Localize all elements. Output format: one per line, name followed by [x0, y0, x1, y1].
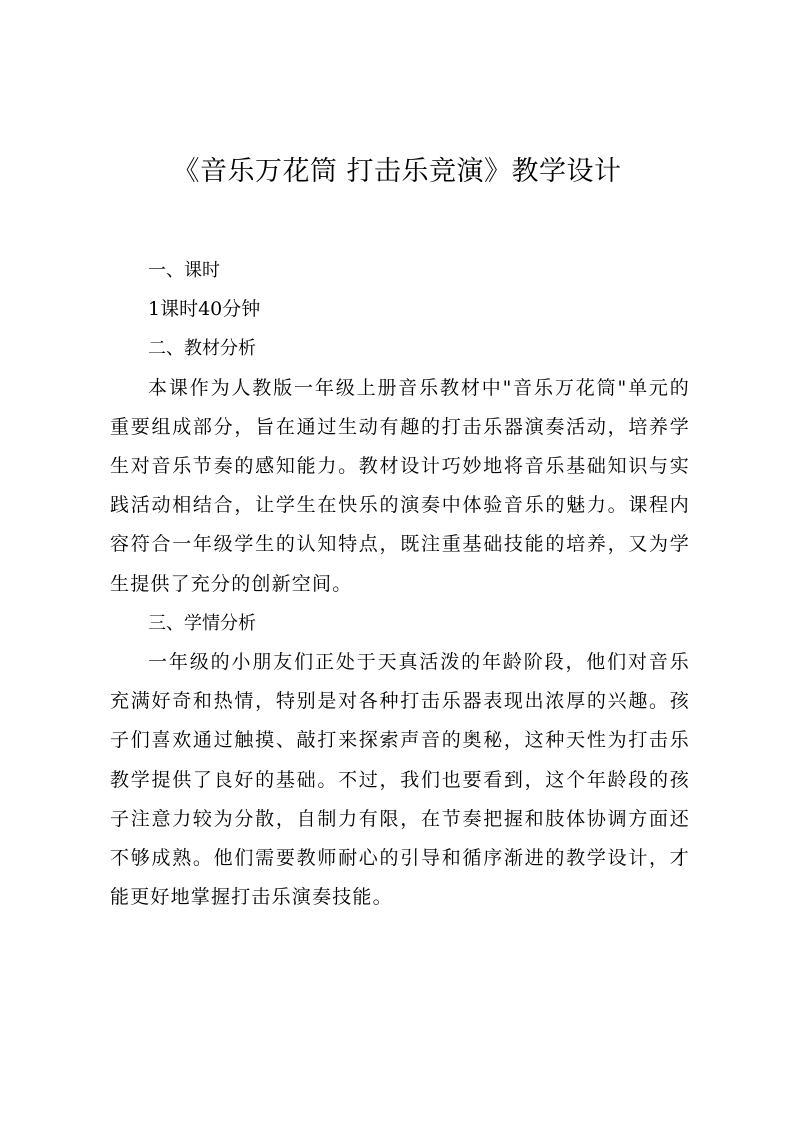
- section-heading-student-analysis: 三、学情分析: [148, 612, 256, 634]
- section-body-material-analysis: 本课作为人教版一年级上册音乐教材中"音乐万花筒"单元的重要组成部分，旨在通过生动有趣的打击乐器演奏活动，培养学生对音乐节奏的感知能力。教材设计巧妙地将音乐基础知识与实践活动相结合，让学生在快乐的演奏中体验音乐的魅力。课程内容符合一年级学生的认知特点，既注重基础技能的培养，又为学生提供了充分的创新空间。: [110, 376, 690, 595]
- section-heading-class-hours: 一、课时: [148, 260, 220, 281]
- section-heading-material-analysis: 二、教材分析: [148, 338, 256, 360]
- document-title: 《音乐万花筒 打击乐竞演》教学设计: [172, 156, 622, 187]
- document-body: [110, 251, 690, 917]
- section-body-student-analysis: 一年级的小朋友们正处于天真活泼的年龄阶段，他们对音乐充满好奇和热情，特别是对各种打击乐器表现出浓厚的兴趣。孩子们喜欢通过触摸、敲打来探索声音的奥秘，这种天性为打击乐教学提供了良好的基础。不过，我们也要看到，这个年龄段的孩子注意力较为分散，自制力有限，在节奏把握和肢体协调方面还不够成熟。他们需要教师耐心的引导和循序渐进的教学设计，才能更好地掌握打击乐演奏技能。: [110, 651, 690, 909]
- section-body-class-hours: 1课时40分钟: [148, 298, 261, 321]
